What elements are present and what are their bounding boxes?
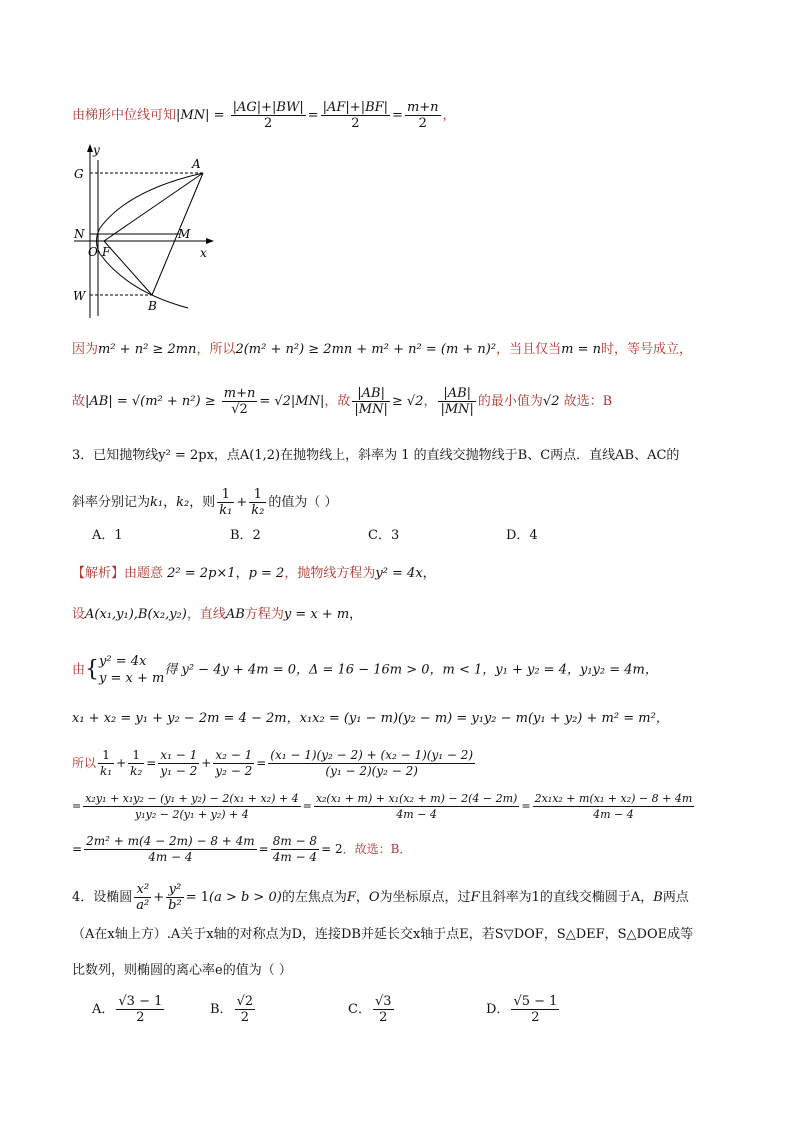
q3-options (92, 527, 538, 545)
q4-stem-line2: （A在x轴上方）.A关于x轴的对称点为D，连接DB并延长交x轴于点E，若S▽DOF，S△DEF，S△DOE成等 (72, 927, 694, 942)
q4-option-b[interactable]: B． $\frac{√2}{2}$ (210, 994, 254, 1025)
system-eq1: y² = 4x (99, 654, 147, 669)
q4-options (92, 994, 561, 1025)
label-O: O (88, 245, 98, 259)
q3-stem-line1: 3．已知抛物线y² = 2px，点A(1,2)在抛物线上，斜率为 1 的直线交抛物线于B、C两点．直线AB、AC的 (72, 448, 680, 463)
label-W: W (73, 289, 86, 303)
q4-option-c[interactable]: C． $\frac{√3}{2}$ (348, 994, 392, 1025)
q3-option-d[interactable]: D．4 (506, 528, 538, 543)
inequality-step: 因为m² + n² ≥ 2mn，所以2(m² + n²) ≥ 2mn + m² + n² = (m + n)²，当且仅当m = n时，等号成立， (72, 342, 692, 357)
conclusion-step: 故|AB| = √(m² + n²) ≥ $\frac{m+n}{√2}$ = √2|MN|，故 $\frac{|AB|}{|MN|}$ ≥ √2， $\frac{|AB|}{|MN|}$ 的最小值为√2 故选：B (72, 386, 613, 417)
analysis-line3: 由{ y² = 4x y = x + m 得 y² − 4y + 4m = 0，Δ = 16 − 16m > 0，m < 1，y₁ + y₂ = 4，y₁y₂ = 4m， (72, 654, 658, 686)
analysis-line5: 所以 $\frac{1}{\text{k₁}}$ + $\frac{1}{\text{k₂}}$ = $\frac{\text{x₁ − 1}}{\text{y₁ − 2}}$ + $\frac{\text{x₂ − 1}}{\text{y₂ − 2}}$ = $\frac{\text{(x₁ − 1)(y₂ − 2) + (x₂ − 1)(y₁ − 2)}}{\text{(y₁ − 2)(y₂ − 2)}}$ (72, 748, 474, 778)
midline-text: 由梯形中位线可知 (72, 108, 177, 123)
parabola-figure (68, 140, 218, 320)
q3-option-c[interactable]: C．3 (368, 528, 400, 543)
label-G: G (74, 167, 84, 181)
analysis-line2: 设A(x₁,y₁),B(x₂,y₂)，直线AB方程为y = x + m， (72, 607, 363, 622)
analysis-tag: 【解析】 (72, 566, 125, 581)
label-B: B (148, 299, 157, 313)
q4-option-a[interactable]: A． $\frac{√3 - 1}{2}$ (92, 994, 163, 1025)
analysis-line1: 【解析】由题意 2² = 2p×1，p = 2，抛物线方程为y² = 4x， (72, 566, 436, 581)
label-M: M (178, 227, 191, 241)
label-y: y (93, 143, 100, 157)
analysis-line7: = $\frac{\text{2m² + m(4 − 2m) − 8 + 4m}}{4m - 4}$ = $\frac{8m - 8}{4m - 4}$ = 2．故选：B． (72, 834, 412, 864)
label-F: F (102, 245, 111, 259)
label-x: x (200, 246, 207, 260)
analysis-line4: x₁ + x₂ = y₁ + y₂ − 2m = 4 − 2m，x₁x₂ = (y₁ − m)(y₂ − m) = y₁y₂ − m(y₁ + y₂) + m² = m²， (72, 711, 669, 726)
label-A: A (192, 157, 201, 171)
analysis-line6: = $\frac{\text{x₂y₁ + x₁y₂ − (y₁ + y₂) − 2(x₁ + x₂) + 4}}{\text{y₁y₂ − 2(y₁ + y₂) + 4}}$ = $\frac{\text{x₂(x₁ + m) + x₁(x₂ + m) − 2(4 − 2m)}}{4m - 4}$ = $\frac{\text{2x₁x₂ + m(x₁ + x₂) − 8 + 4m}}{4m - 4}$ (72, 792, 693, 821)
system-eq2: y = x + m (99, 671, 165, 686)
q4-stem-line3: 比数列，则椭圆的离心率e的值为（ ） (72, 963, 292, 978)
midline-statement: 由梯形中位线可知|MN| = $\frac{|AG|+|BW|}{2}$ = $\frac{|AF|+|BF|}{2}$ = $\frac{m+n}{2}$ ， (72, 100, 456, 131)
label-N: N (74, 227, 85, 241)
system-result: 得 y² − 4y + 4m = 0，Δ = 16 − 16m > 0，m < 1，y₁ + y₂ = 4，y₁y₂ = 4m， (164, 662, 658, 678)
q4-stem-line1: 4．设椭圆 $\frac{\text{x²}}{\text{a²}}$ + $\frac{\text{y²}}{\text{b²}}$ = 1(a > b > 0)的左焦点为F，O为坐标原点，过F且斜率为1的直线交椭圆于A，B两点 (72, 882, 689, 913)
q3-stem-line2: 斜率分别记为k₁，k₂，则 $\frac{1}{\text{k₁}}$ + $\frac{1}{\text{k₂}}$ 的值为（ ） (72, 487, 338, 518)
q3-option-b[interactable]: B．2 (230, 528, 261, 543)
q3-option-a[interactable]: A．1 (92, 528, 123, 543)
q4-option-d[interactable]: D． $\frac{√5 - 1}{2}$ (486, 994, 558, 1025)
system-prefix: 由 (72, 662, 86, 678)
